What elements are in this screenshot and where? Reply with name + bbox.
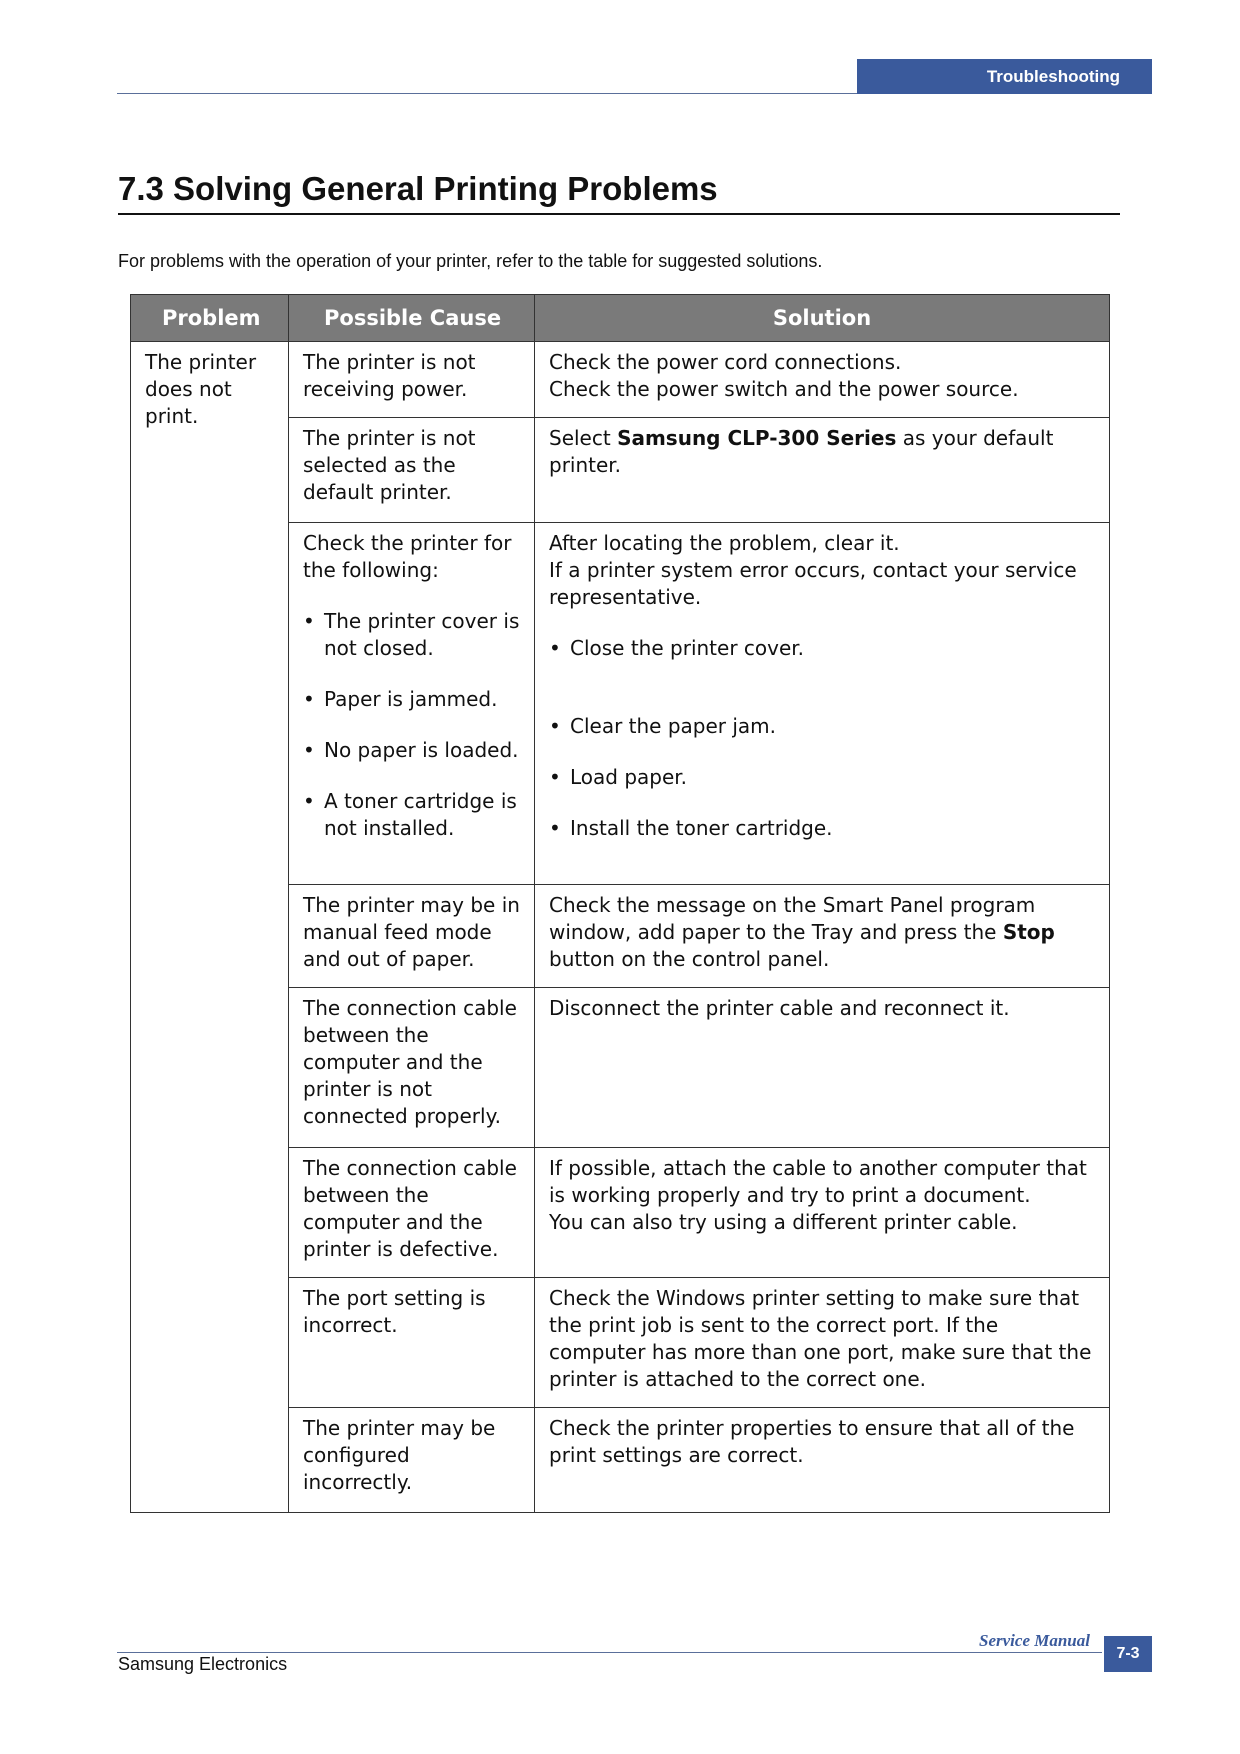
- cause-cell: The port setting is incorrect.: [289, 1278, 535, 1408]
- page-title: 7.3 Solving General Printing Problems: [118, 170, 718, 207]
- solution-cell: [535, 418, 1110, 523]
- list-item: • Close the printer cover.: [549, 635, 1099, 689]
- list-item: • No paper is loaded.: [303, 737, 524, 764]
- cause-cell: The connection cable between the computer and the printer is not connected properly.: [289, 988, 535, 1148]
- solution-cell: Check the printer properties to ensure that all of the print settings are correct.: [535, 1408, 1110, 1513]
- cause-cell: The printer may be in manual feed mode and out of paper.: [289, 885, 535, 988]
- list-item: • Load paper.: [549, 764, 1099, 791]
- cause-cell: [289, 523, 535, 885]
- solution-list: [549, 635, 1099, 842]
- solution-text: Check the message on the Smart Panel program window, add paper to the Tray and press the: [549, 893, 1036, 944]
- solution-cell: Disconnect the printer cable and reconnect it.: [535, 988, 1110, 1148]
- solution-line: If a printer system error occurs, contact your service representative.: [549, 558, 1077, 609]
- list-item: • Clear the paper jam.: [549, 713, 1099, 740]
- list-item: • Paper is jammed.: [303, 686, 524, 713]
- cause-cell: The connection cable between the computer and the printer is defective.: [289, 1148, 535, 1278]
- footer-company: Samsung Electronics: [118, 1654, 288, 1674]
- problem-cell: The printer does not print.: [131, 342, 289, 1513]
- table-row: [131, 342, 1110, 418]
- solution-text: Select: [549, 426, 618, 450]
- page-number-badge: 7-3: [1104, 1636, 1152, 1672]
- cause-cell: The printer is not receiving power.: [289, 342, 535, 418]
- table-header-row: [131, 295, 1110, 342]
- troubleshooting-table: [130, 294, 1110, 1513]
- intro-text: For problems with the operation of your printer, refer to the table for suggested solutions.: [118, 251, 823, 271]
- solution-bold: Stop: [1002, 920, 1055, 944]
- list-item: • The printer cover is not closed.: [303, 608, 524, 662]
- solution-line: After locating the problem, clear it.: [549, 531, 900, 555]
- list-item: • A toner cartridge is not installed.: [303, 788, 524, 842]
- solution-bold: Samsung CLP-300 Series: [617, 426, 897, 450]
- title-rule: [118, 213, 1120, 215]
- cause-cell: The printer may be configured incorrectly.: [289, 1408, 535, 1513]
- solution-line: Check the power cord connections.: [549, 350, 902, 374]
- cause-list: [303, 608, 524, 842]
- solution-cell: [535, 1148, 1110, 1278]
- solution-cell: [535, 885, 1110, 988]
- header-possible-cause: Possible Cause: [289, 295, 535, 342]
- solution-line: If possible, attach the cable to another computer that is working properly and try to print a document.: [549, 1156, 1087, 1207]
- section-tab: Troubleshooting: [857, 59, 1152, 94]
- solution-text: as your default printer.: [549, 426, 1054, 477]
- solution-text: button on the control panel.: [549, 947, 830, 971]
- cause-text: Check the printer for the following:: [303, 531, 512, 582]
- header-solution: Solution: [535, 295, 1110, 342]
- solution-line: You can also try using a different printer cable.: [549, 1210, 1018, 1234]
- solution-cell: [535, 342, 1110, 418]
- footer-manual-label: Service Manual: [979, 1631, 1090, 1650]
- list-item: • Install the toner cartridge.: [549, 815, 1099, 842]
- cause-cell: The printer is not selected as the default printer.: [289, 418, 535, 523]
- solution-cell: Check the Windows printer setting to make sure that the print job is sent to the correct port. If the computer has more than one port, make sure that the printer is attached to the correct one.: [535, 1278, 1110, 1408]
- footer-rule: [117, 1652, 1102, 1653]
- solution-cell: [535, 523, 1110, 885]
- solution-line: Check the power switch and the power source.: [549, 377, 1019, 401]
- header-problem: Problem: [131, 295, 289, 342]
